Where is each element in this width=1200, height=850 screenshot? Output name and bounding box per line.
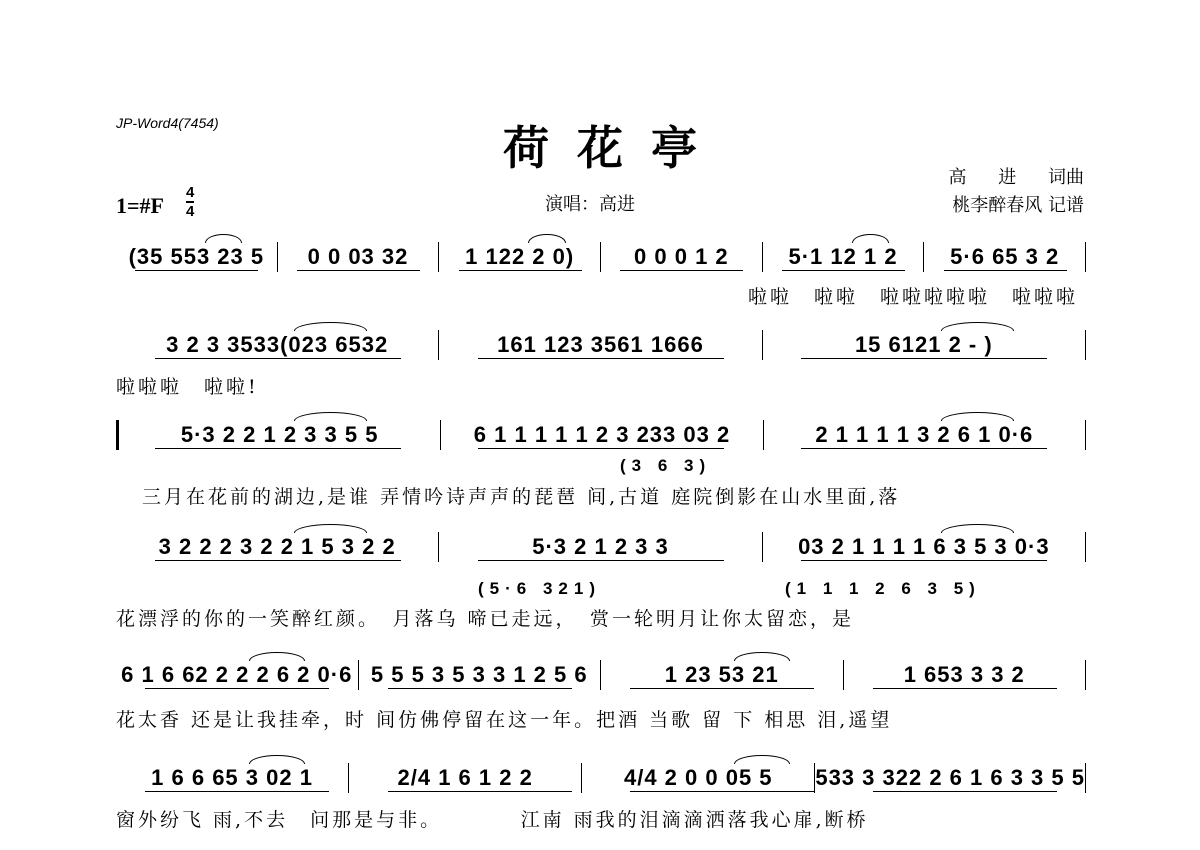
beam-line [135,270,258,271]
slur [249,652,304,661]
measure: 161 123 3561 1666 [497,332,704,357]
measure: 5·6 65 3 2 [950,244,1060,269]
beam-line [801,560,1047,561]
slur [734,652,789,661]
beam-line [297,270,420,271]
slur [528,234,566,243]
beam-line [145,688,329,689]
measure: 533 3 322 2 6 1 6 3 3 5 5 [815,765,1085,790]
lyric-line-2: 啦啦啦 啦啦! [116,376,259,398]
beam-line [782,270,905,271]
beam-line [801,358,1047,359]
time-signature [186,185,194,219]
notation-line-1 [116,242,1086,272]
singer: 演唱：高进 [545,194,635,215]
beam-line [801,448,1047,449]
measure: 15 6121 2 - ) [854,332,993,357]
lyric-line-5: 花太香 还是让我挂牵，时 间仿佛停留在这一年。把酒 当歌 留 下 相思 泪,遥望 [116,709,893,731]
beam-line [630,688,814,689]
alt-notation: (5·6 321) (1 1 1 2 6 3 5) [478,579,981,598]
measure: 1 122 2 0) [465,244,575,269]
slur [294,412,367,421]
measure: 2/4 1 6 1 2 2 [397,765,533,790]
measure: 3 2 2 2 3 2 2 1 5 3 2 2 [158,534,396,559]
beam-line [478,560,724,561]
barline [1085,330,1086,360]
barline [1085,532,1086,562]
lyric-line-4: 花漂浮的你的一笑醉红颜。 月落乌 啼已走远， 赏一轮明月让你太留恋，是 [116,608,855,630]
beam-line [145,791,329,792]
measure: 6 1 1 1 1 1 2 3 233 03 2 [473,422,731,447]
barline [1085,242,1086,272]
notation-line-2 [116,330,1086,360]
slur [941,412,1014,421]
measure: 5·3 2 2 1 2 3 3 5 5 [180,422,379,447]
key-signature: 1=#F [116,193,164,218]
slur [294,524,367,533]
lyric-line-3: 三月在花前的湖边,是谁 弄情吟诗声声的琵琶 间,古道 庭院倒影在山水里面,落 [142,486,901,508]
measure: 03 2 1 1 1 1 6 3 5 3 0·3 [798,534,1050,559]
slur [852,234,890,243]
credit-lyrics: 高 进 词曲 [948,167,1084,188]
measure: 1 653 3 3 2 [903,662,1025,687]
measure: 1 6 6 65 3 02 1 [151,765,313,790]
measure: 3 2 3 3533(023 6532 [166,332,389,357]
slur [941,524,1014,533]
credit-score: 桃李醉春风 记谱 [952,195,1084,216]
measure: 1 23 53 21 [664,662,779,687]
beam-line [459,270,582,271]
slur [205,234,243,243]
measure: 4/4 2 0 0 05 5 [623,765,773,790]
measure: 5 5 5 3 5 3 3 1 2 5 6 [370,662,588,687]
barline [1085,420,1086,450]
slur [734,755,789,764]
notation-line-3 [116,420,1086,450]
notation-line-5 [116,660,1086,690]
beam-line [630,791,814,792]
beam-line [478,358,724,359]
measure: 0 0 0 1 2 [634,244,729,269]
beam-line [873,688,1057,689]
lyric-line-1: 啦啦 啦啦 啦啦啦啦啦 啦啦啦 [747,286,1078,308]
measure: 2 1 1 1 1 3 2 6 1 0·6 [815,422,1034,447]
lyric-line-6: 窗外纷飞 雨,不去 问那是与非。 江南 雨我的泪滴滴洒落我心扉,断桥 [116,809,869,831]
time-bottom: 4 [186,203,195,220]
beam-line [388,688,572,689]
notation-line-6 [116,763,1086,793]
beam-line [388,791,572,792]
beam-line [478,448,724,449]
beam-line [620,270,743,271]
measure: 0 0 03 32 [307,244,409,269]
beam-line [873,791,1057,792]
barline [1085,660,1086,690]
song-title: 荷花亭 [503,121,725,175]
slur [941,322,1014,331]
slur [249,755,304,764]
measure: 6 1 6 62 2 2 2 6 2 0·6 [121,662,353,687]
beam-line [155,560,401,561]
time-top: 4 [186,184,195,201]
notation-line-4 [116,532,1086,562]
beam-line [155,448,401,449]
watermark: JP-Word4(7454) [116,115,219,131]
measure: (35 553 23 5 [128,244,265,269]
barline [1085,763,1086,793]
beam-line [155,358,401,359]
alt-notation: (3 6 3) [620,456,712,475]
beam-line [944,270,1067,271]
slur [294,322,367,331]
measure: 5·3 2 1 2 3 3 [532,534,669,559]
measure: 5·1 12 1 2 [788,244,898,269]
